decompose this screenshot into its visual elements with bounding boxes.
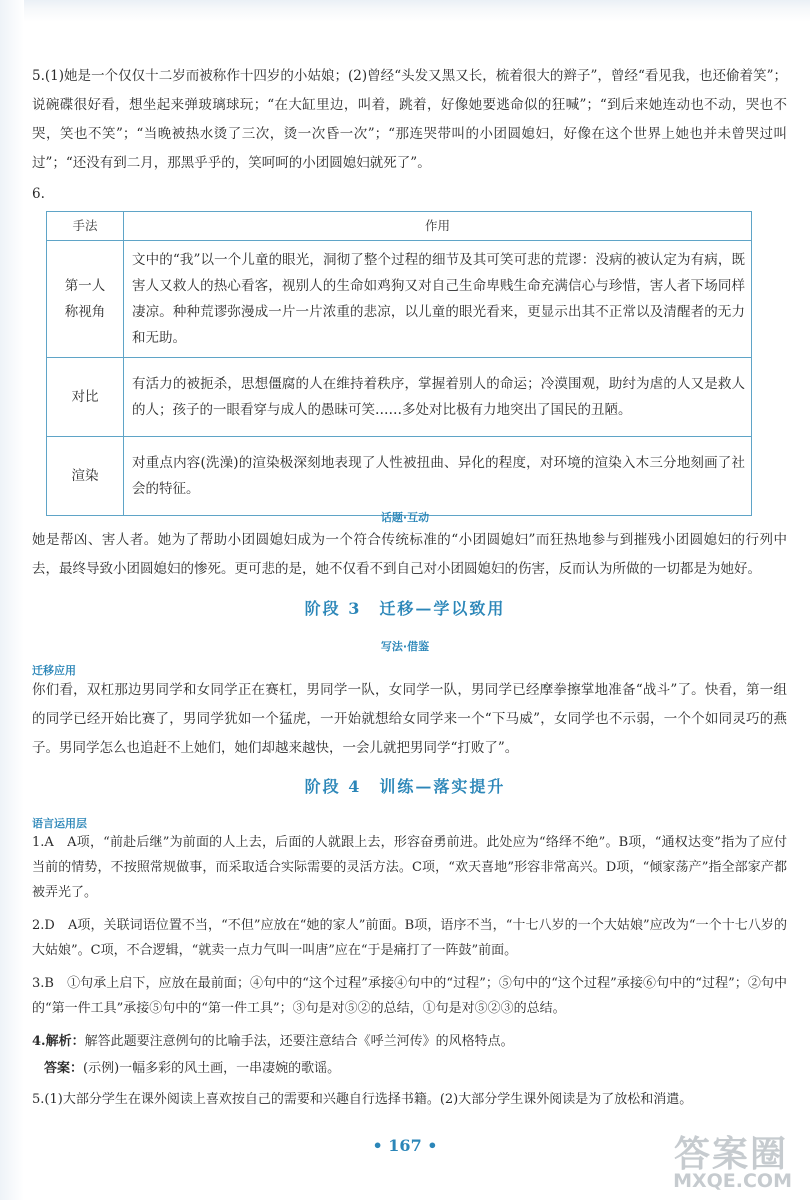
stage-4-title: 阶段 4 训练—落实提升 bbox=[304, 777, 506, 796]
answer-2: 2.D A项，关联词语位置不当，“不但”应放在“她的家人”前面。B项，语序不当，“十七八岁的一个大姑娘”应改为“一个十七八岁的大姑娘”。C项，不合逻辑，“就卖一点力气叫一叫唐”应在“于是痛打了一阵鼓”前面。 bbox=[32, 918, 787, 958]
answer-4-text: 解答此题要注意例句的比喻手法，还要注意结合《呼兰河传》的风格特点。 bbox=[84, 1034, 514, 1049]
answer-4-label: 4.解析： bbox=[32, 1034, 85, 1049]
table-cell-effect: 对重点内容(洗澡)的渲染极深刻地表现了人性被扭曲、异化的程度，对环境的渲染入木三分地刻画了社会的特征。 bbox=[124, 437, 752, 516]
table-cell-effect: 文中的“我”以一个儿童的眼光，洞彻了整个过程的细节及其可笑可悲的荒谬：没病的被认定为有病，既害人又救人的热心看客，视别人的生命如鸡狗又对自己生命卑贱生命充满信心与珍惜，害人者下场同样凄凉。种种荒谬弥漫成一片一片浓重的悲凉，以儿童的眼光看来，更显示出其不正常以及清醒者的无力和无助。 bbox=[124, 241, 752, 358]
transfer-label: 迁移应用 bbox=[32, 664, 76, 677]
topic-text: 她是帮凶、害人者。她为了帮助小团圆媳妇成为一个符合传统标准的“小团圆媳妇”而狂热地参与到摧残小团圆媳妇的行列中去，最终导致小团圆媳妇的惨死。更可悲的是，她不仅看不到自己对小团圆媳妇的伤害，反而认为所做的一切都是为她好。 bbox=[32, 532, 787, 577]
question-6-label-wrap bbox=[32, 180, 787, 209]
table-row bbox=[47, 437, 752, 516]
scan-top-edge bbox=[0, 0, 810, 22]
watermark-url: MXQE.COM bbox=[673, 1170, 792, 1192]
question-5-answer bbox=[32, 62, 787, 178]
q5-text: 5.(1)她是一个仅仅十二岁而被称作十四岁的小姑娘；(2)曾经“头发又黑又长，梳着很大的辫子”，曾经“看见我，也还偷着笑”；说碗碟很好看，想坐起来弹玻璃球玩；“在大缸里边，叫着，跳着，好像她要逃命似的狂喊”；“到后来她连动也不动，哭也不哭，笑也不笑”；“当晚被热水烫了三次，烫一次昏一次”；“那连哭带叫的小团圆媳妇，好像在这个世界上她也并未曾哭过叫过”；“还没有到二月，那黑乎乎的，笑呵呵的小团圆媳妇就死了”。 bbox=[32, 68, 787, 171]
watermark-logo: 答案圈 bbox=[673, 1134, 788, 1175]
q6-number: 6. bbox=[32, 186, 45, 202]
page-number: • 167 • bbox=[372, 1136, 438, 1155]
answer-4-answer-text: (示例)一幅多彩的风土画，一串凄婉的歌谣。 bbox=[83, 1061, 341, 1076]
answer-4-answer bbox=[32, 1056, 787, 1081]
table-cell-method: 渲染 bbox=[47, 437, 124, 516]
table-cell-effect: 有活力的被扼杀，思想僵腐的人在维持着秩序，掌握着别人的命运；冷漠围观，助纣为虐的人又是救人的人；孩子的一眼看穿与成人的愚昧可笑……多处对比极有力地突出了国民的丑陋。 bbox=[124, 358, 752, 437]
table-row bbox=[47, 241, 752, 358]
transfer-text: 你们看，双杠那边男同学和女同学正在赛杠，男同学一队，女同学一队，男同学已经摩拳擦掌地准备“战斗”了。快看，第一组的同学已经开始比赛了，男同学犹如一个猛虎，一开始就想给女同学来一个“下马威”，女同学也不示弱，一个个如同灵巧的燕子。男同学怎么也追赶不上她们，她们却越来越快，一会儿就把男同学“打败了”。 bbox=[32, 682, 787, 756]
table-cell-method: 对比 bbox=[47, 358, 124, 437]
answer-1: 1.A A项，“前赴后继”为前面的人上去，后面的人就跟上去，形容奋勇前进。此处应为“络绎不绝”。B项，“通权达变”指为了应付当前的情势，不按照常规做事，而采取适合实际需要的灵活方法。C项，“欢天喜地”形容非常高兴。D项，“倾家荡产”指全部家产都被弄光了。 bbox=[32, 835, 787, 900]
table-row bbox=[47, 358, 752, 437]
answer-4-answer-label: 答案： bbox=[44, 1061, 84, 1076]
table-header-method: 手法 bbox=[47, 212, 124, 241]
transfer-block bbox=[32, 676, 787, 763]
topic-block bbox=[32, 526, 787, 584]
stage-3-title: 阶段 3 迁移—学以致用 bbox=[304, 599, 506, 618]
table-header-effect: 作用 bbox=[124, 212, 752, 241]
answers-block bbox=[32, 830, 787, 1112]
stage-3-subtitle: 写法·借鉴 bbox=[380, 640, 430, 653]
technique-effect-table bbox=[46, 211, 752, 516]
answer-3: 3.B ①句承上启下，应放在最前面；④句中的“这个过程”承接④句中的“过程”；⑤句中的“这个过程”承接⑥句中的“过程”；②句中的“第一件工具”承接⑤句中的“第一件工具”；③句是对⑤②的总结，①句是对⑤②③的总结。 bbox=[32, 976, 787, 1016]
table-cell-method: 第一人称视角 bbox=[64, 278, 106, 320]
answer-5: 5.(1)大部分学生在课外阅读上喜欢按自己的需要和兴趣自行选择书籍。(2)大部分学生课外阅读是为了放松和消遣。 bbox=[32, 1092, 693, 1107]
topic-heading: 话题·互动 bbox=[380, 511, 430, 524]
language-use-label: 语言运用层 bbox=[32, 817, 87, 830]
answer-4 bbox=[32, 1029, 787, 1054]
table-header-row bbox=[47, 212, 752, 241]
